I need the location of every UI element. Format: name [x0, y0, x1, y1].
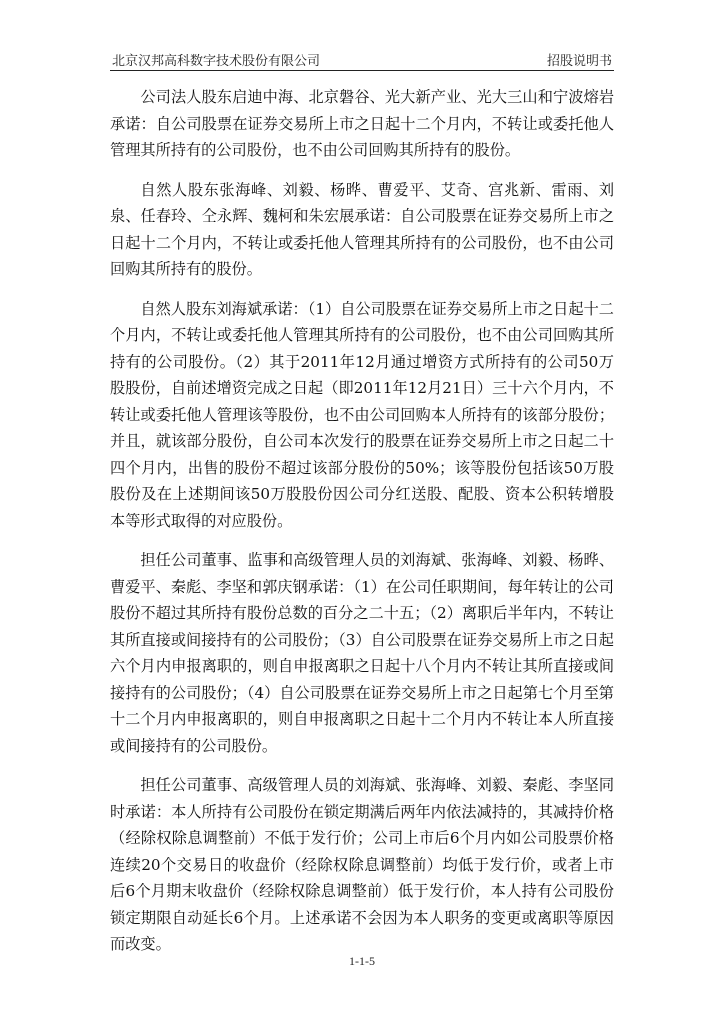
document-body — [110, 84, 614, 971]
page-number: 1-1-5 — [349, 954, 375, 968]
paragraph-corporate-shareholders: 公司法人股东启迪中海、北京磐谷、光大新产业、光大三山和宁波熔岩承诺：自公司股票在证券交易所上市之日起十二个月内，不转让或委托他人管理其所持有的公司股份，也不由公司回购其所持有的股份。 — [110, 88, 614, 159]
paragraph-liu-haibin-commitment: 自然人股东刘海斌承诺：（1）自公司股票在证券交易所上市之日起十二个月内，不转让或委托他人管理其所持有的公司股份，也不由公司回购其所持有的公司股份。（2）其于2011年12月通过增资方式所持有的公司50万股股份，自前述增资完成之日起（即2011年12月21日）三十六个月内，不转让或委托他人管理该等股份，也不由公司回购本人所持有的该部分股份；并且，就该部分股份，自公司本次发行的股票在证券交易所上市之日起二十四个月内，出售的股份不超过该部分股份的50%；该等股份包括该50万股股份及在上述期间该50万股股份因公司分红送股、配股、资本公积转增股本等形式取得的对应股份。 — [110, 299, 614, 530]
header-document-type: 招股说明书 — [546, 54, 612, 69]
paragraph-directors-executives-commitment: 担任公司董事、高级管理人员的刘海斌、张海峰、刘毅、秦彪、李坚同时承诺：本人所持有公司股份在锁定期满后两年内依法减持的，其减持价格（经除权除息调整前）不低于发行价；公司上市后6个月内如公司股票价格连续20个交易日的收盘价（经除权除息调整前）均低于发行价，或者上市后6个月期末收盘价（经除权除息调整前）低于发行价，本人持有公司股份锁定期限自动延长6个月。上述承诺不会因为本人职务的变更或离职等原因而改变。 — [110, 776, 614, 953]
paragraph-directors-supervisors-commitment: 担任公司董事、监事和高级管理人员的刘海斌、张海峰、刘毅、杨晔、曹爱平、秦彪、李坚和郭庆钢承诺：（1）在公司任职期间，每年转让的公司股份不超过其所持有股份总数的百分之二十五；（2）离职后半年内，不转让其所直接或间接持有的公司股份；（3）自公司股票在证券交易所上市之日起六个月内申报离职的，则自申报离职之日起十八个月内不转让其所直接或间接持有的公司股份；（4）自公司股票在证券交易所上市之日起第七个月至第十二个月内申报离职的，则自申报离职之日起十二个月内不转让本人所直接或间接持有的公司股份。 — [110, 551, 614, 755]
header-company-name: 北京汉邦高科数字技术股份有限公司 — [112, 54, 321, 69]
paragraph-individual-shareholders: 自然人股东张海峰、刘毅、杨晔、曹爱平、艾奇、宫兆新、雷雨、刘泉、任春玲、仝永辉、魏柯和朱宏展承诺：自公司股票在证券交易所上市之日起十二个月内，不转让或委托他人管理其所持有的公司股份，也不由公司回购其所持有的股份。 — [110, 180, 614, 278]
page-header — [110, 48, 614, 71]
